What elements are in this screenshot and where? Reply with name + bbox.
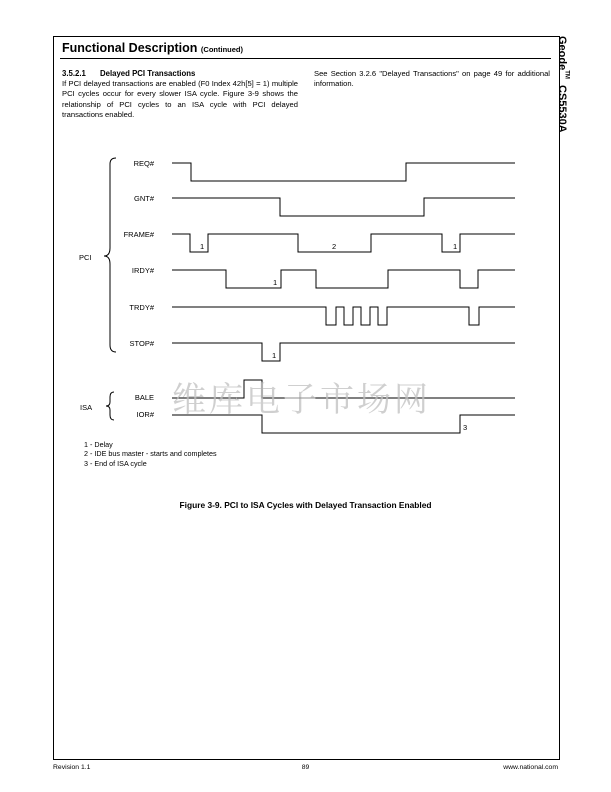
wave-frame [172,234,515,252]
wave-req [172,163,515,181]
signal-label-irdy: IRDY# [131,266,154,275]
signal-label-ior: IOR# [136,410,154,419]
wave-irdy [172,270,515,288]
side-tab-model: CS5530A [556,85,568,133]
page-title-continued: (Continued) [200,45,243,54]
signal-label-stop: STOP# [129,339,154,348]
side-tab-tm: TM [563,70,570,79]
section-heading-text: Delayed PCI Transactions [100,69,196,78]
group-label-pci: PCI [79,253,92,262]
marker-end-isa-cycle: 3 [463,423,468,432]
signal-label-gnt: GNT# [133,194,154,203]
wave-stop [172,343,515,361]
footer-website: www.national.com [503,764,558,771]
section-number: 3.5.2.1 [62,69,86,78]
marker-delay-irdy: 1 [273,278,278,287]
wave-gnt [172,198,515,216]
pci-group-brace [104,158,116,352]
wave-trdy [172,307,515,325]
section-body-right: See Section 3.2.6 "Delayed Transactions" on page 49 for additional information. [314,69,550,89]
marker-delay-frame-2: 1 [453,242,458,251]
figure-notes [84,440,217,468]
section-body-left: If PCI delayed transactions are enabled (F0 Index 42h[5] = 1) multiple PCI cycles occur for every slower ISA cycle. Figure 3-9 shows the relationship of PCI cycles to an ISA cycle with PCI delayed transactions enabled. [62,79,298,120]
signal-label-trdy: TRDY# [129,303,154,312]
figure-caption: Figure 3-9. PCI to ISA Cycles with Delayed Transaction Enabled [179,500,432,510]
side-tab-brand: Geode [556,36,568,71]
group-label-isa: ISA [80,403,93,412]
page-title-text: Functional Description [62,41,198,55]
marker-ide-bus-master: 2 [332,242,337,251]
isa-group-brace [106,392,114,420]
note-2: 2 - IDE bus master - starts and completes [84,449,217,459]
footer-revision: Revision 1.1 [53,764,91,771]
watermark: 维库电子市场网 [172,380,431,420]
marker-delay-stop: 1 [272,351,277,360]
note-1: 1 - Delay [84,440,113,449]
marker-delay-frame-1: 1 [200,242,205,251]
signal-label-frame: FRAME# [123,230,154,239]
signal-label-bale: BALE [134,393,154,402]
footer-page-number: 89 [301,764,310,771]
note-3: 3 - End of ISA cycle [84,458,147,468]
signal-label-req: REQ# [133,159,154,168]
